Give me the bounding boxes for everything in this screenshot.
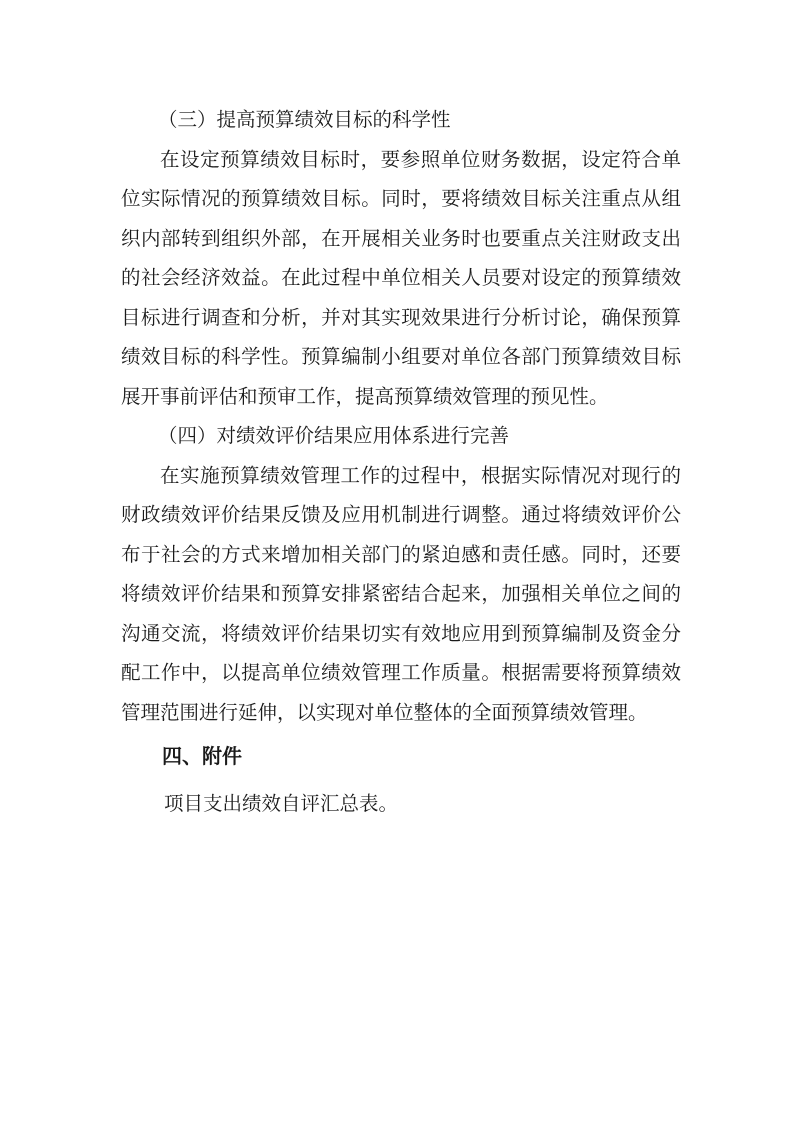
- appendix-item: 项目支出绩效自评汇总表。: [164, 792, 399, 815]
- section-paragraph-four: 在实施预算绩效管理工作的过程中，根据实际情况对现行的财政绩效评价结果反馈及应用机制进行调整。通过将绩效评价公布于社会的方式来增加相关部门的紧迫感和责任感。同时，还要将绩效评价结果和预算安排紧密结合起来，加强相关单位之间的沟通交流，将绩效评价结果切实有效地应用到预算编制及资金分配工作中，以提高单位绩效管理工作质量。根据需要将预算绩效管理范围进行延伸，以实现对单位整体的全面预算绩效管理。: [121, 463, 681, 724]
- appendix-title: 四、附件: [162, 744, 242, 768]
- section-paragraph-three: 在设定预算绩效目标时，要参照单位财务数据，设定符合单位实际情况的预算绩效目标。同时，要将绩效目标关注重点从组织内部转到组织外部，在开展相关业务时也要重点关注财政支出的社会经济效益。在此过程中单位相关人员要对设定的预算绩效目标进行调查和分析，并对其实现效果进行分析讨论，确保预算绩效目标的科学性。预算编制小组要对单位各部门预算绩效目标展开事前评估和预审工作，提高预算绩效管理的预见性。: [121, 147, 681, 408]
- section-heading-three: （三）提高预算绩效目标的科学性: [158, 108, 451, 131]
- section-heading-four: （四）对绩效评价结果应用体系进行完善: [158, 424, 510, 447]
- document-body: [121, 100, 681, 824]
